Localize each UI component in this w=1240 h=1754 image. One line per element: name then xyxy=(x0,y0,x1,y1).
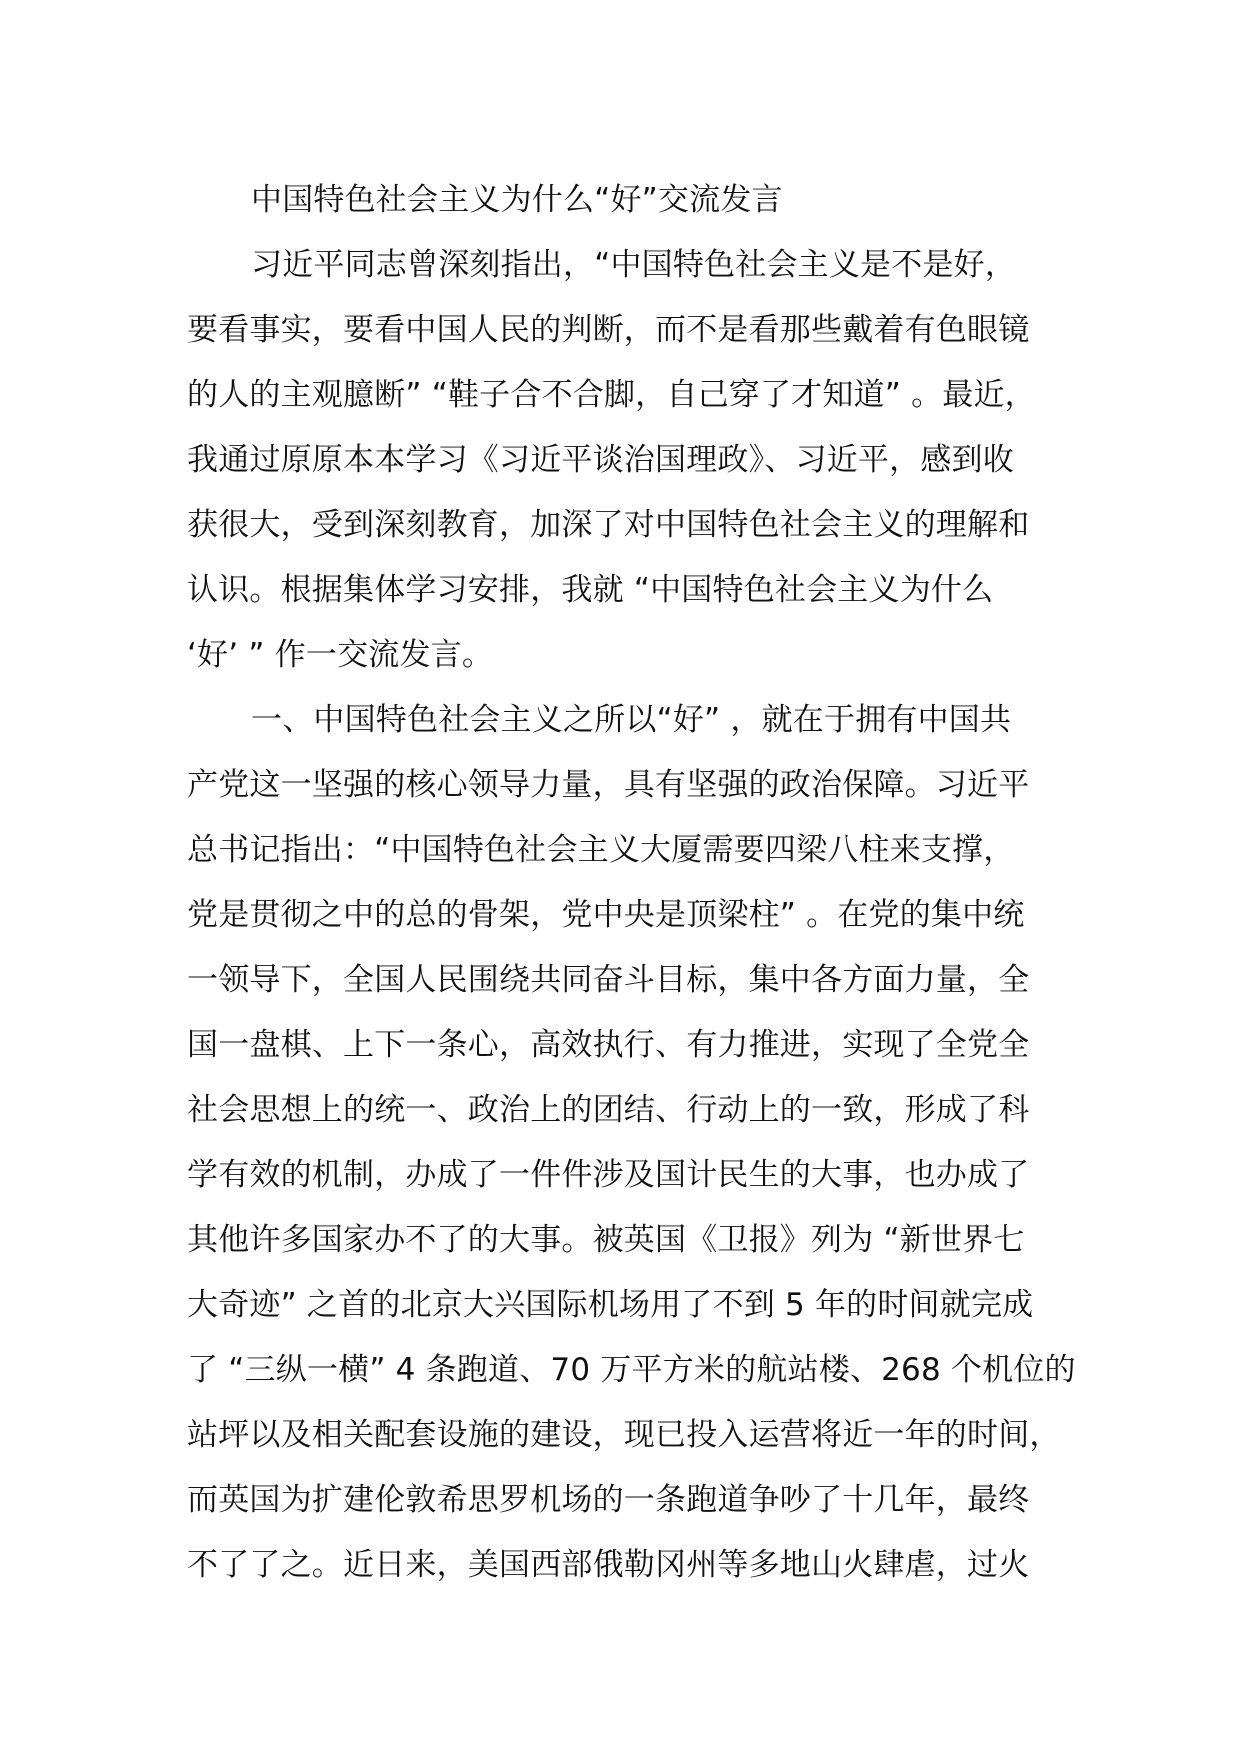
paragraph-line: 国一盘棋、上下一条心，高效执行、有力推进，实现了全党全 xyxy=(187,1027,1030,1063)
paragraph-line: 站坪以及相关配套设施的建设，现已投入运营将近一年的时间， xyxy=(187,1417,1061,1453)
paragraph-line: 产党这一坚强的核心领导力量，具有坚强的政治保障。习近平 xyxy=(187,767,1030,803)
paragraph-line: 一领导下，全国人民围绕共同奋斗目标，集中各方面力量，全 xyxy=(187,962,1030,998)
paragraph-line: 要看事实，要看中国人民的判断，而不是看那些戴着有色眼镜 xyxy=(187,312,1030,348)
paragraph-line: 获很大，受到深刻教育，加深了对中国特色社会主义的理解和 xyxy=(187,507,1030,543)
paragraph-line: 大奇迹” 之首的北京大兴国际机场用了不到 5 年的时间就完成 xyxy=(187,1287,1034,1323)
paragraph-line: 其他许多国家办不了的大事。被英国《卫报》列为 “新世界七 xyxy=(187,1222,1025,1258)
paragraph-line: 不了了之。近日来，美国西部俄勒冈州等多地山火肆虐，过火 xyxy=(187,1547,1030,1583)
paragraph-line: 总书记指出：“中国特色社会主义大厦需要四梁八柱来支撑， xyxy=(187,832,1015,868)
paragraph-line: 社会思想上的统一、政治上的团结、行动上的一致，形成了科 xyxy=(187,1092,1030,1128)
paragraph-line: 的人的主观臆断” “鞋子合不合脚，自己穿了才知道” 。最近， xyxy=(187,377,1036,413)
paragraph-line: 而英国为扩建伦敦希思罗机场的一条跑道争吵了十几年，最终 xyxy=(187,1482,1030,1518)
paragraph-line: 一、中国特色社会主义之所以“好” ，就在于拥有中国共 xyxy=(251,702,1012,738)
paragraph-line: 我通过原原本本学习《习近平谈治国理政》、习近平，感到收 xyxy=(187,442,1014,478)
paragraph-line: 认识。根据集体学习安排，我就 “中国特色社会主义为什么 xyxy=(187,572,994,608)
paragraph-line: 学有效的机制，办成了一件件涉及国计民生的大事，也办成了 xyxy=(187,1157,1030,1193)
paragraph-line: ‘好’ ” 作一交流发言。 xyxy=(187,637,494,673)
paragraph-line: 党是贯彻之中的总的骨架，党中央是顶梁柱” 。在党的集中统 xyxy=(187,897,1025,933)
document-body xyxy=(187,168,1087,1598)
document-title: 中国特色社会主义为什么“好”交流发言 xyxy=(251,182,783,218)
paragraph-line: 了 “三纵一横” 4 条跑道、70 万平方米的航站楼、268 个机位的 xyxy=(187,1352,1076,1388)
paragraph-line: 习近平同志曾深刻指出，“中国特色社会主义是不是好， xyxy=(251,247,1017,283)
